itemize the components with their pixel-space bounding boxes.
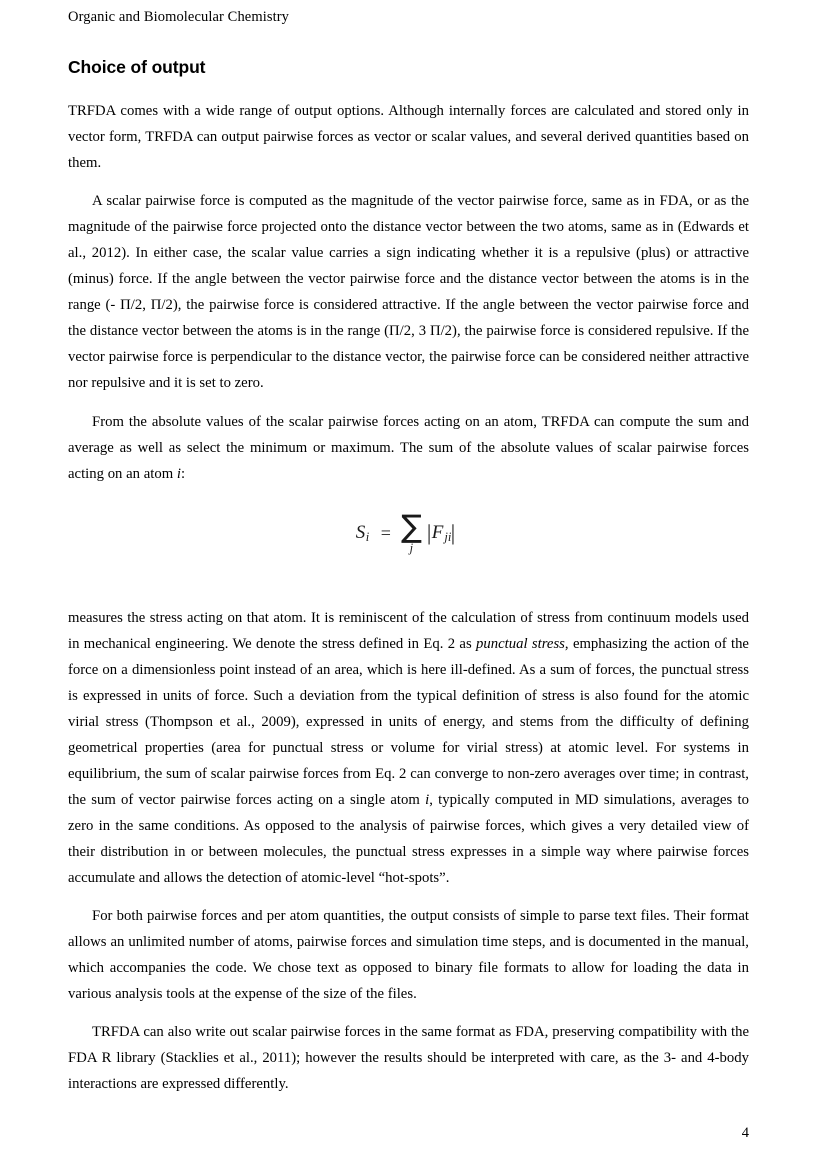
pi-symbol: Π [429, 323, 441, 340]
paragraph-scalar-force [68, 188, 749, 396]
section-heading: Choice of output [68, 57, 206, 77]
paragraph-text-part: /2), the pairwise force is considered attractive. If the angle between the vector pairwise force and the distance vector between the atoms is in the range ( [68, 297, 749, 340]
paragraph-intro [68, 98, 749, 176]
page-content [68, 56, 749, 1110]
paragraph-text-part: measures the stress acting on that atom. It is reminiscent of the calculation of stress from continuum models used in mechanical engineering. We denote the stress defined in Eq. 2 as [68, 609, 749, 652]
display-equation [68, 508, 749, 575]
paragraph-text-part: /2, 3 [399, 323, 430, 340]
math-italic-i: i [176, 465, 181, 482]
pi-symbol: Π [120, 297, 131, 314]
paragraph-text-part: /2, [130, 297, 151, 314]
paragraph-text-part: , emphasizing the action of the force on a dimensionless point instead of an area, which is here ill-defined. As a sum of forces, the punctual stress is expressed in units of force. Such a deviation from the typical definition of stress is also found for the atomic virial stress (Thompson et al., 2009), expressed in units of energy, and stems from the difficulty of defining geometrical properties (area for punctual stress or volume for virial stress) at atomic level. For systems in equilibrium, the sum of scalar pairwise forces from Eq. 2 can converge to non-zero averages over time; in contrast, the sum of vector pairwise forces acting on a single atom [68, 635, 749, 808]
summation-index: j [409, 540, 414, 555]
sigma-icon: ∑ [400, 508, 422, 545]
paragraph-text: TRFDA comes with a wide range of output options. Although internally forces are calculated and stored only in vector form, TRFDA can output pairwise forces as vector or scalar values, and several derived quantities based on them. [68, 103, 749, 172]
paragraph-text-part: A scalar pairwise force is computed as the magnitude of the vector pairwise force, same as in FDA, or as the magnitude of the pairwise force projected onto the distance vector between the two atoms, same as in (Edwards et al., 2012). In either case, the scalar value carries a sign indicating whether it is a repulsive (plus) or attractive (minus) force. If the angle between the vector pairwise force and the distance vector between the atoms is in the range (- [68, 193, 749, 314]
paragraph-absolute-values [68, 409, 749, 487]
equation-punctual-stress [355, 508, 456, 555]
equation-operand-subscript: ji [444, 529, 452, 544]
equation-lhs-subscript: i [365, 529, 370, 544]
paragraph-text: For both pairwise forces and per atom quantities, the output consists of simple to parse text files. Their format allows an unlimited number of atoms, pairwise forces and simulation time steps, and is documented in the manual, which accompanies the code. We chose text as opposed to binary file formats to allow for loading the data in various analysis tools at the expense of the size of the files. [68, 908, 749, 1003]
paragraph-text-part: : [180, 465, 186, 482]
running-header: Organic and Biomolecular Chemistry [68, 9, 289, 25]
pi-symbol: Π [150, 297, 162, 314]
equation-operand-variable: F [431, 522, 444, 544]
emphasis-punctual-stress: punctual stress [476, 635, 565, 652]
equation-lhs-variable: S [355, 522, 366, 544]
paragraph-text: TRFDA can also write out scalar pairwise forces in the same format as FDA, preserving compatibility with the FDA R library (Stacklies et al., 2011); however the results should be interpreted with care, as the 3- and 4-body interactions are expressed differently. [68, 1024, 749, 1093]
page-number: 4 [741, 1125, 749, 1141]
paragraph-text-part: From the absolute values of the scalar pairwise forces acting on an atom, TRFDA can compute the sum and average as well as select the minimum or maximum. The sum of the absolute values of scalar pairwise forces acting on an atom [68, 413, 749, 482]
math-italic-i: i [425, 791, 430, 808]
paragraph-punctual-stress [68, 605, 749, 892]
paragraph-text-part: /2), the pairwise force is considered repulsive. If the vector pairwise force is perpendicular to the distance vector, the pairwise force can be considered neither attractive nor repulsive and it is set to zero. [68, 323, 749, 392]
equation-relation: = [380, 522, 391, 543]
paragraph-text-part: , typically computed in MD simulations, averages to zero in the same conditions. As opposed to the analysis of pairwise forces, which gives a very detailed view of their distribution in or between molecules, the punctual stress expresses in a simple way where pairwise forces accumulate and allows the detection of atomic-level “hot-spots”. [68, 791, 749, 887]
absolute-bar-open: | [426, 520, 432, 546]
absolute-bar-close: | [450, 520, 456, 546]
paragraph-fda-compat [68, 1019, 749, 1097]
pi-symbol: Π [389, 323, 400, 340]
summation-operator [400, 508, 422, 555]
paragraph-output-format [68, 903, 749, 1007]
